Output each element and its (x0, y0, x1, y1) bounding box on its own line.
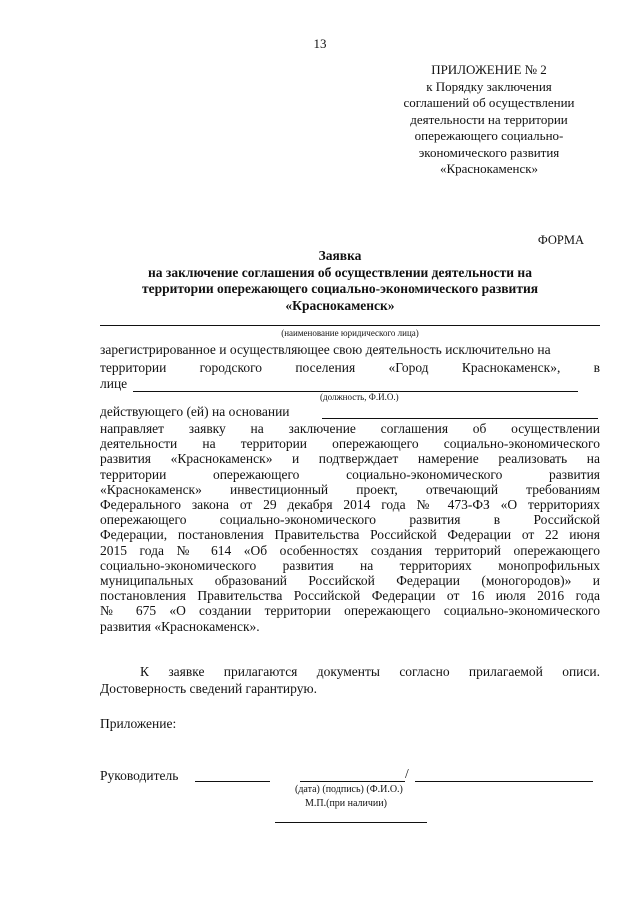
page-number: 13 (313, 36, 327, 51)
stamp-caption: М.П.(при наличии) (305, 798, 387, 809)
registration-line: зарегистрированное и осуществляющее свою деятельность исключительно на (100, 342, 551, 357)
guarantee-line: Достоверность сведений гарантирую. (100, 681, 317, 696)
body-line: Федерации, постановления Правительства Российской Федерации от 22 июня (100, 527, 600, 543)
word: Краснокаменск», (461, 360, 561, 375)
body-line: развития «Краснокаменск». (100, 618, 260, 634)
basis-field[interactable] (322, 418, 598, 419)
body-line: деятельности на территории опережающего социально-экономического (100, 436, 600, 452)
appendix-line: ПРИЛОЖЕНИЕ № 2 (431, 62, 547, 77)
title-line: «Краснокаменск» (285, 297, 395, 313)
appendix-line: «Краснокаменск» (439, 161, 539, 176)
word: городского (199, 360, 263, 375)
body-line: 2015 года № 614 «Об особенностях создания территорий опережающего (100, 542, 600, 558)
appendix-line: экономического развития (418, 144, 560, 160)
legal-entity-field[interactable] (100, 325, 600, 326)
word: территории (100, 360, 167, 375)
appendix-line: опережающего социально- (414, 128, 564, 143)
date-field[interactable] (195, 781, 270, 782)
attachments-line: К заявке прилагаются документы согласно прилагаемой описи. (140, 664, 600, 679)
title-line: территории опережающего социально-экономического развития (141, 281, 539, 296)
body-line: территории опережающего социально-экономического развития (100, 466, 600, 482)
body-line: «Краснокаменск» инвестиционный проект, отвечающий требованиям (100, 481, 600, 497)
body-line: муниципальных образований Российской Федерации (моногородов)» и (100, 573, 600, 589)
appendix-line: к Порядку заключения (426, 78, 552, 94)
position-name-caption: (должность, Ф.И.О.) (320, 392, 399, 402)
territory-line (100, 360, 600, 376)
stamp-line (275, 822, 427, 823)
date-sign-name-caption: (дата) (подпись) (Ф.И.О.) (295, 784, 403, 795)
title-line: Заявка (318, 248, 362, 263)
legal-entity-caption: (наименование юридического лица) (281, 328, 419, 338)
full-name-field[interactable] (415, 781, 593, 782)
appendix-header (384, 62, 594, 178)
body-line: развития «Краснокаменск» и подтверждает намерение реализовать на (100, 451, 600, 467)
body-line: № 675 «О создании территории опережающего социально-экономического (100, 603, 600, 619)
basis-label: действующего (ей) на основании (100, 404, 290, 419)
body-line: постановления Правительства Российской Федерации от 16 июля 2016 года (100, 588, 600, 604)
application-body (100, 421, 600, 634)
body-line: опережающего социально-экономического развития в Российской (100, 512, 600, 528)
body-line: социально-экономического развития на территориях монопрофильных (100, 557, 600, 573)
word: в (593, 360, 600, 375)
appendix-line: деятельности на территории (410, 111, 568, 127)
signature-field[interactable] (300, 781, 405, 782)
word: «Город (388, 360, 429, 375)
signature-separator: / (405, 766, 409, 781)
form-label: ФОРМА (537, 233, 584, 247)
word: поселения (295, 360, 356, 375)
title-line: на заключение соглашения об осуществлении деятельности на (148, 264, 532, 280)
document-title (100, 248, 580, 314)
appendix-line: соглашений об осуществлении (403, 95, 575, 110)
attachments-statement (100, 663, 600, 697)
attachment-label: Приложение: (100, 716, 177, 731)
body-line: Федерального закона от 29 декабря 2014 года № 473-ФЗ «О территориях (100, 497, 600, 513)
signature-label: Руководитель (100, 768, 179, 783)
body-line: направляет заявку на заключение соглашения об осуществлении (100, 421, 600, 436)
person-label: лице (100, 376, 128, 391)
